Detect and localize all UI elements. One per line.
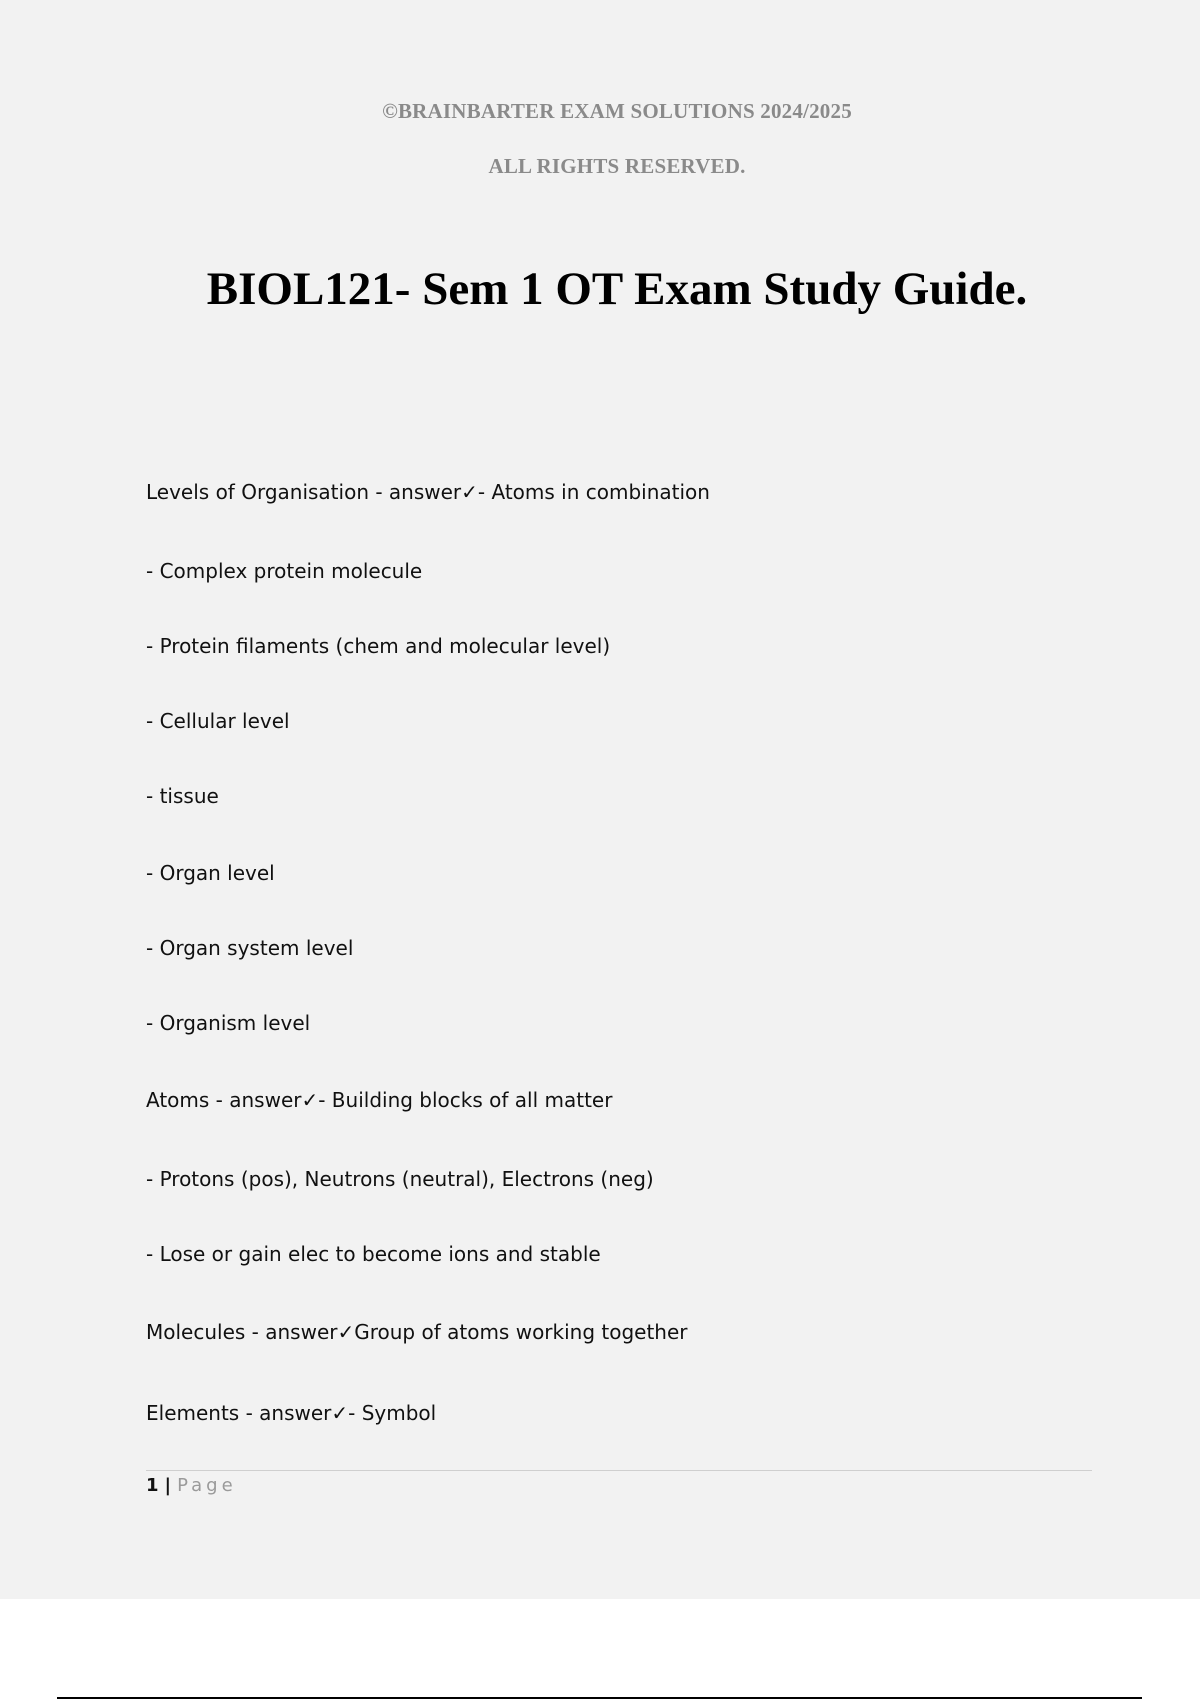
page-number-footer [146,1475,237,1496]
page-number: 1 [146,1475,159,1496]
page-separator: | [164,1475,172,1496]
study-line: - Lose or gain elec to become ions and stable [146,1242,601,1266]
study-line: Atoms - answer✓- Building blocks of all matter [146,1088,613,1112]
study-line: - tissue [146,784,219,808]
study-line: Molecules - answer✓Group of atoms working together [146,1320,688,1344]
copyright-watermark: ©BRAINBARTER EXAM SOLUTIONS 2024/2025 [382,99,852,123]
study-line: Elements - answer✓- Symbol [146,1401,437,1425]
study-line: - Cellular level [146,709,290,733]
page-label: Page [177,1475,237,1496]
study-line: - Organ level [146,861,275,885]
study-line: - Protein filaments (chem and molecular level) [146,634,611,658]
rights-watermark: ALL RIGHTS RESERVED. [488,154,746,178]
study-line: - Protons (pos), Neutrons (neutral), Electrons (neg) [146,1167,654,1191]
study-line: - Organism level [146,1011,311,1035]
document-title: BIOL121- Sem 1 OT Exam Study Guide. [206,263,1028,315]
study-line: - Organ system level [146,936,354,960]
next-page-divider [57,1697,1142,1699]
footer-divider [146,1470,1092,1471]
study-line: - Complex protein molecule [146,559,423,583]
study-line: Levels of Organisation - answer✓- Atoms in combination [146,480,710,504]
